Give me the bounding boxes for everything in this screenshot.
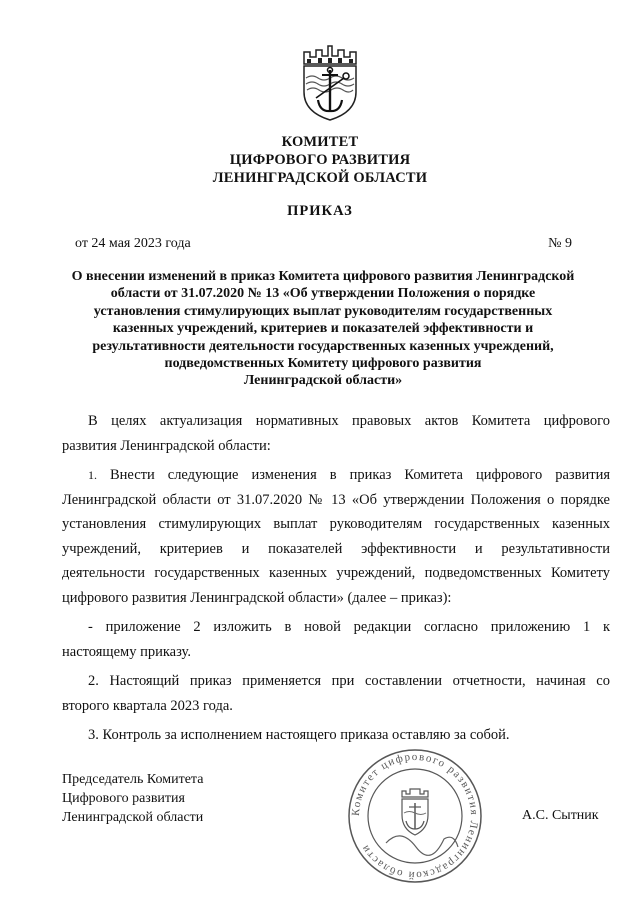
org-line-3: ЛЕНИНГРАДСКОЙ ОБЛАСТИ: [212, 170, 428, 186]
paragraph-line: Ленинградской области от 31.07.2020 № 13 «Об утверждении Положения о порядке: [62, 491, 610, 508]
paragraph-line: В целях актуализация нормативных правовых актов Комитета цифрового: [88, 413, 610, 429]
subject-line: Ленинградской области»: [243, 373, 403, 389]
subject-line: области от 31.07.2020 № 13 «Об утверждении Положения о порядке: [110, 286, 536, 302]
stamp-text: Комитет цифрового развития Ленинградской области: [349, 750, 481, 882]
paragraph-line: - приложение 2 изложить в новой редакции согласно приложению 1 к: [88, 619, 610, 635]
signatory-title: [62, 770, 203, 827]
organization-name: [0, 133, 640, 187]
paragraph-line: 2. Настоящий приказ применяется при составлении отчетности, начиная со: [88, 673, 610, 689]
subject-line: подведомственных Комитету цифрового развития: [164, 355, 482, 371]
signatory-name: А.С. Сытник: [522, 808, 599, 823]
document-date: от 24 мая 2023 года: [75, 236, 191, 251]
paragraph-line: настоящему приказу.: [62, 643, 191, 660]
paragraph-line: деятельности государственных казенных учреждений, подведомственных Комитету: [62, 565, 610, 581]
signatory-title-line: Ленинградской области: [62, 810, 204, 825]
paragraph-line: развития Ленинградской области:: [62, 437, 271, 454]
official-seal-stamp: [346, 747, 484, 885]
paragraph-line: 1. Внести следующие изменения в приказ Комитета цифрового развития: [88, 467, 610, 483]
paragraph-line: 3. Контроль за исполнением настоящего приказа оставляю за собой.: [88, 727, 510, 743]
document-body: [62, 409, 610, 748]
item-number: 1.: [88, 468, 97, 482]
paragraph-line: второго квартала 2023 года.: [62, 697, 233, 714]
document-number: № 9: [548, 236, 572, 251]
subject-line: результативности деятельности государственных казенных учреждений,: [92, 338, 554, 354]
document-subject: [58, 268, 588, 390]
coat-of-arms-emblem: [298, 42, 362, 122]
paragraph-line: учреждений, критериев и показателей эффективности и результативности: [62, 540, 610, 557]
org-line-2: ЦИФРОВОГО РАЗВИТИЯ: [229, 152, 411, 168]
subject-line: О внесении изменений в приказ Комитета цифрового развития Ленинградской: [71, 269, 575, 284]
paragraph-line: установления стимулирующих выплат руководителям государственных казенных: [62, 516, 610, 532]
signatory-title-line: Цифрового развития: [62, 791, 185, 806]
paragraph-line: цифрового развития Ленинградской области» (далее – приказ):: [62, 589, 452, 606]
subject-line: установления стимулирующих выплат руководителям государственных: [93, 303, 553, 319]
subject-line: казенных учреждений, критериев и показателей эффективности и: [112, 321, 534, 337]
signatory-title-line: Председатель Комитета: [62, 772, 204, 787]
document-type: ПРИКАЗ: [287, 203, 353, 219]
org-line-1: КОМИТЕТ: [281, 134, 359, 150]
